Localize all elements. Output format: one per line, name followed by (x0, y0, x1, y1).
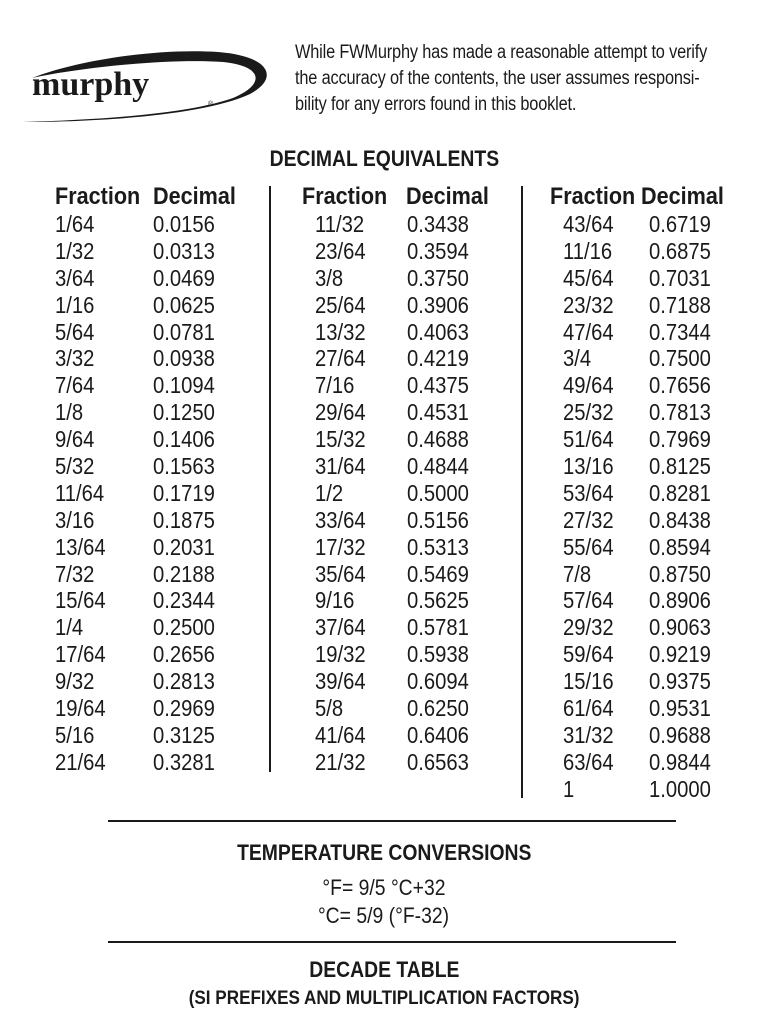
table-row (550, 641, 711, 668)
disclaimer-line: bility for any errors found in this booklet. (295, 94, 577, 115)
table-row (302, 479, 469, 507)
fraction-value: 39/64 (315, 668, 366, 695)
table-row (550, 614, 711, 641)
table-row (302, 533, 469, 561)
fraction-value: 7/8 (563, 560, 592, 587)
table-row (55, 479, 215, 507)
fraction-value: 57/64 (563, 587, 614, 614)
decimal-value: 0.2031 (153, 533, 215, 560)
decimal-header: Decimal (641, 183, 724, 210)
decimal-value: 0.7969 (649, 426, 711, 453)
fraction-value: 25/64 (315, 291, 366, 318)
fraction-value: 5/32 (55, 453, 95, 480)
decimal-value: 0.3125 (153, 721, 215, 748)
table-row (550, 695, 711, 722)
decimal-value: 0.5000 (407, 479, 469, 506)
fraction-value: 21/64 (55, 748, 106, 775)
decimal-value: 0.7500 (649, 345, 711, 372)
decimal-value: 0.5156 (407, 506, 469, 533)
table-row (302, 291, 469, 319)
table-row (55, 345, 215, 372)
table-row (550, 668, 711, 695)
fraction-value: 5/16 (55, 721, 95, 748)
decimal-value: 0.4844 (407, 453, 469, 480)
table-row (55, 264, 215, 292)
fraction-value: 33/64 (315, 506, 366, 533)
decimal-value: 0.2188 (153, 560, 215, 587)
table-row (550, 560, 711, 588)
decimal-value: 0.6875 (649, 237, 711, 264)
table-row (55, 237, 215, 265)
murphy-logo (18, 48, 274, 126)
fraction-header: Fraction (55, 183, 141, 210)
decimal-value: 0.2813 (153, 668, 215, 695)
decimal-value: 0.9531 (649, 695, 711, 722)
logo-text: murphy (32, 66, 150, 103)
fraction-value: 29/64 (315, 399, 366, 426)
table-row (302, 264, 469, 292)
table-row (55, 668, 215, 695)
table-row (550, 479, 711, 507)
table-row (302, 345, 469, 372)
fraction-value: 1 (563, 775, 575, 802)
registered-mark: ® (208, 101, 214, 108)
table-row (55, 291, 215, 319)
fraction-value: 41/64 (315, 721, 366, 748)
fraction-value: 27/64 (315, 345, 366, 372)
decimal-value: 0.0938 (153, 345, 215, 372)
decimal-value: 0.1094 (153, 372, 215, 399)
fraction-header: Fraction (302, 183, 388, 210)
decimal-value: 0.4375 (407, 372, 469, 399)
decimal-value: 0.2969 (153, 695, 215, 722)
decimal-value: 0.0156 (153, 211, 215, 237)
fraction-value: 17/32 (315, 533, 366, 560)
decade-table-title: DECADE TABLE (308, 957, 460, 982)
table-row (550, 291, 711, 319)
fraction-value: 31/64 (315, 453, 366, 480)
fraction-value: 19/64 (55, 695, 106, 722)
table-row (550, 506, 711, 534)
fraction-value: 1/2 (315, 479, 344, 506)
table-row (55, 399, 215, 426)
decimal-value: 0.4531 (407, 399, 469, 426)
column-divider (269, 186, 271, 772)
decimal-value: 0.3906 (407, 291, 469, 318)
table-row (55, 506, 215, 534)
table-row (55, 614, 215, 641)
fraction-value: 29/32 (563, 614, 614, 641)
decimal-value: 0.6719 (649, 211, 711, 237)
table-row (55, 748, 215, 776)
column-header (302, 183, 489, 211)
table-row (55, 695, 215, 722)
decade-table-subtitle: (SI PREFIXES AND MULTIPLICATION FACTORS) (188, 988, 580, 1009)
table-row (550, 453, 711, 480)
table-row (550, 533, 711, 561)
table-row (550, 748, 711, 776)
decimal-value: 0.5938 (407, 641, 469, 668)
decimal-value: 0.9844 (649, 748, 711, 775)
fraction-value: 3/8 (315, 264, 344, 291)
table-row (302, 372, 469, 399)
table-row (550, 399, 711, 426)
table-row (302, 453, 469, 480)
table-row (550, 587, 711, 614)
table-row (302, 399, 469, 426)
fraction-value: 5/64 (55, 318, 95, 345)
decimal-value: 0.9063 (649, 614, 711, 641)
table-row (55, 318, 215, 346)
decimal-value: 0.7344 (649, 318, 711, 345)
fraction-value: 1/32 (55, 237, 95, 264)
decimal-value: 0.4219 (407, 345, 469, 372)
decimal-value: 0.1719 (153, 479, 215, 506)
fraction-value: 1/8 (55, 399, 84, 426)
table-row (302, 237, 469, 265)
fraction-value: 43/64 (563, 211, 614, 237)
fraction-value: 63/64 (563, 748, 614, 775)
decimal-value: 0.8906 (649, 587, 711, 614)
fraction-value: 61/64 (563, 695, 614, 722)
table-row (55, 372, 215, 399)
fraction-value: 7/16 (315, 372, 355, 399)
decimal-value: 1.0000 (649, 775, 711, 802)
decimal-value: 0.4688 (407, 426, 469, 453)
disclaimer-line: While FWMurphy has made a reasonable attempt to verify (295, 42, 708, 63)
decimal-value: 0.0469 (153, 264, 215, 291)
fraction-value: 3/16 (55, 506, 95, 533)
decimal-value: 0.6250 (407, 695, 469, 722)
fraction-value: 35/64 (315, 560, 366, 587)
decimal-value: 0.7188 (649, 291, 711, 318)
celsius-formula: °C= 5/9 (°F-32) (318, 903, 450, 928)
decimal-value: 0.8594 (649, 533, 711, 560)
fraction-value: 11/64 (55, 479, 105, 506)
table-row (550, 345, 711, 372)
fraction-value: 7/32 (55, 560, 95, 587)
decimal-value: 0.7031 (649, 264, 711, 291)
fraction-value: 25/32 (563, 399, 614, 426)
decimal-value: 0.8438 (649, 506, 711, 533)
decimal-value: 0.1875 (153, 506, 215, 533)
fraction-value: 7/64 (55, 372, 95, 399)
fraction-value: 15/16 (563, 668, 614, 695)
table-row (55, 721, 215, 749)
decimal-value: 0.8281 (649, 479, 711, 506)
fraction-value: 47/64 (563, 318, 614, 345)
decimal-header: Decimal (153, 183, 236, 210)
decimal-value: 0.0625 (153, 291, 215, 318)
fraction-value: 3/64 (55, 264, 95, 291)
table-row (550, 721, 711, 749)
table-row (302, 426, 469, 453)
decimal-value: 0.3281 (153, 748, 215, 775)
table-row (550, 775, 711, 803)
table-row (302, 721, 469, 749)
table-row (550, 426, 711, 453)
fraction-value: 51/64 (563, 426, 614, 453)
disclaimer (295, 40, 708, 118)
decimal-value: 0.0781 (153, 318, 215, 345)
fraction-value: 1/4 (55, 614, 84, 641)
fraction-value: 49/64 (563, 372, 614, 399)
fraction-value: 13/32 (315, 318, 366, 345)
column-header (55, 183, 236, 211)
fraction-value: 9/64 (55, 426, 95, 453)
temperature-conversions-title: TEMPERATURE CONVERSIONS (236, 840, 532, 865)
fraction-value: 1/16 (55, 291, 95, 318)
decimal-value: 0.5625 (407, 587, 469, 614)
decimal-value: 0.2344 (153, 587, 215, 614)
table-row (550, 237, 711, 265)
decimal-value: 0.5781 (407, 614, 469, 641)
decimal-value: 0.9375 (649, 668, 711, 695)
decimal-equivalents-title: DECIMAL EQUIVALENTS (269, 146, 499, 171)
fraction-value: 3/32 (55, 345, 95, 372)
fraction-value: 23/64 (315, 237, 366, 264)
fraction-value: 15/32 (315, 426, 366, 453)
fraction-value: 55/64 (563, 533, 614, 560)
fraction-value: 17/64 (55, 641, 106, 668)
decimal-value: 0.5313 (407, 533, 469, 560)
table-row (302, 211, 469, 238)
table-row (550, 264, 711, 292)
table-row (302, 695, 469, 722)
table-row (302, 587, 469, 614)
table-row (302, 641, 469, 668)
fraction-value: 9/16 (315, 587, 355, 614)
table-row (302, 506, 469, 534)
section-divider (108, 820, 676, 822)
decimal-value: 0.4063 (407, 318, 469, 345)
fraction-column-2 (302, 183, 489, 776)
table-row (55, 211, 215, 238)
table-row (302, 748, 469, 776)
fraction-value: 23/32 (563, 291, 614, 318)
decimal-value: 0.2656 (153, 641, 215, 668)
fraction-value: 3/4 (563, 345, 592, 372)
decimal-value: 0.1563 (153, 453, 215, 480)
decimal-value: 0.3438 (407, 211, 469, 237)
table-row (550, 211, 711, 238)
fraction-value: 53/64 (563, 479, 614, 506)
table-row (55, 641, 215, 668)
table-row (55, 426, 215, 453)
fraction-value: 5/8 (315, 695, 344, 722)
table-row (302, 614, 469, 641)
decimal-header: Decimal (406, 183, 489, 210)
fraction-value: 27/32 (563, 506, 614, 533)
decimal-value: 0.3750 (407, 264, 469, 291)
decimal-value: 0.7656 (649, 372, 711, 399)
decimal-value: 0.9688 (649, 721, 711, 748)
column-divider (521, 186, 523, 798)
decimal-value: 0.9219 (649, 641, 711, 668)
decimal-value: 0.8125 (649, 453, 711, 480)
fraction-header: Fraction (550, 183, 636, 210)
table-row (55, 453, 215, 480)
disclaimer-line: the accuracy of the contents, the user assumes responsi- (295, 68, 700, 89)
fraction-value: 45/64 (563, 264, 614, 291)
fraction-value: 1/64 (55, 211, 95, 237)
fraction-value: 11/16 (563, 237, 613, 264)
fraction-value: 9/32 (55, 668, 95, 695)
section-divider (108, 941, 676, 943)
table-row (302, 668, 469, 695)
table-row (55, 533, 215, 561)
fraction-value: 37/64 (315, 614, 366, 641)
decimal-value: 0.6563 (407, 748, 469, 775)
table-row (55, 587, 215, 614)
table-row (550, 318, 711, 346)
fraction-value: 11/32 (315, 211, 365, 237)
table-row (550, 372, 711, 399)
decimal-value: 0.1250 (153, 399, 215, 426)
decimal-value: 0.0313 (153, 237, 215, 264)
decimal-value: 0.1406 (153, 426, 215, 453)
fraction-column-3 (550, 183, 724, 803)
decimal-value: 0.6406 (407, 721, 469, 748)
decimal-value: 0.7813 (649, 399, 711, 426)
decimal-value: 0.2500 (153, 614, 215, 641)
fraction-value: 31/32 (563, 721, 614, 748)
fahrenheit-formula: °F= 9/5 °C+32 (322, 875, 446, 900)
fraction-column-1 (55, 183, 236, 776)
decimal-value: 0.6094 (407, 668, 469, 695)
fraction-value: 21/32 (315, 748, 366, 775)
table-row (55, 560, 215, 588)
fraction-value: 13/64 (55, 533, 106, 560)
decimal-value: 0.3594 (407, 237, 469, 264)
decimal-value: 0.5469 (407, 560, 469, 587)
fraction-value: 59/64 (563, 641, 614, 668)
fraction-value: 15/64 (55, 587, 106, 614)
fraction-value: 19/32 (315, 641, 366, 668)
table-row (302, 318, 469, 346)
decimal-value: 0.8750 (649, 560, 711, 587)
fraction-value: 13/16 (563, 453, 614, 480)
table-row (302, 560, 469, 588)
column-header (550, 183, 724, 211)
